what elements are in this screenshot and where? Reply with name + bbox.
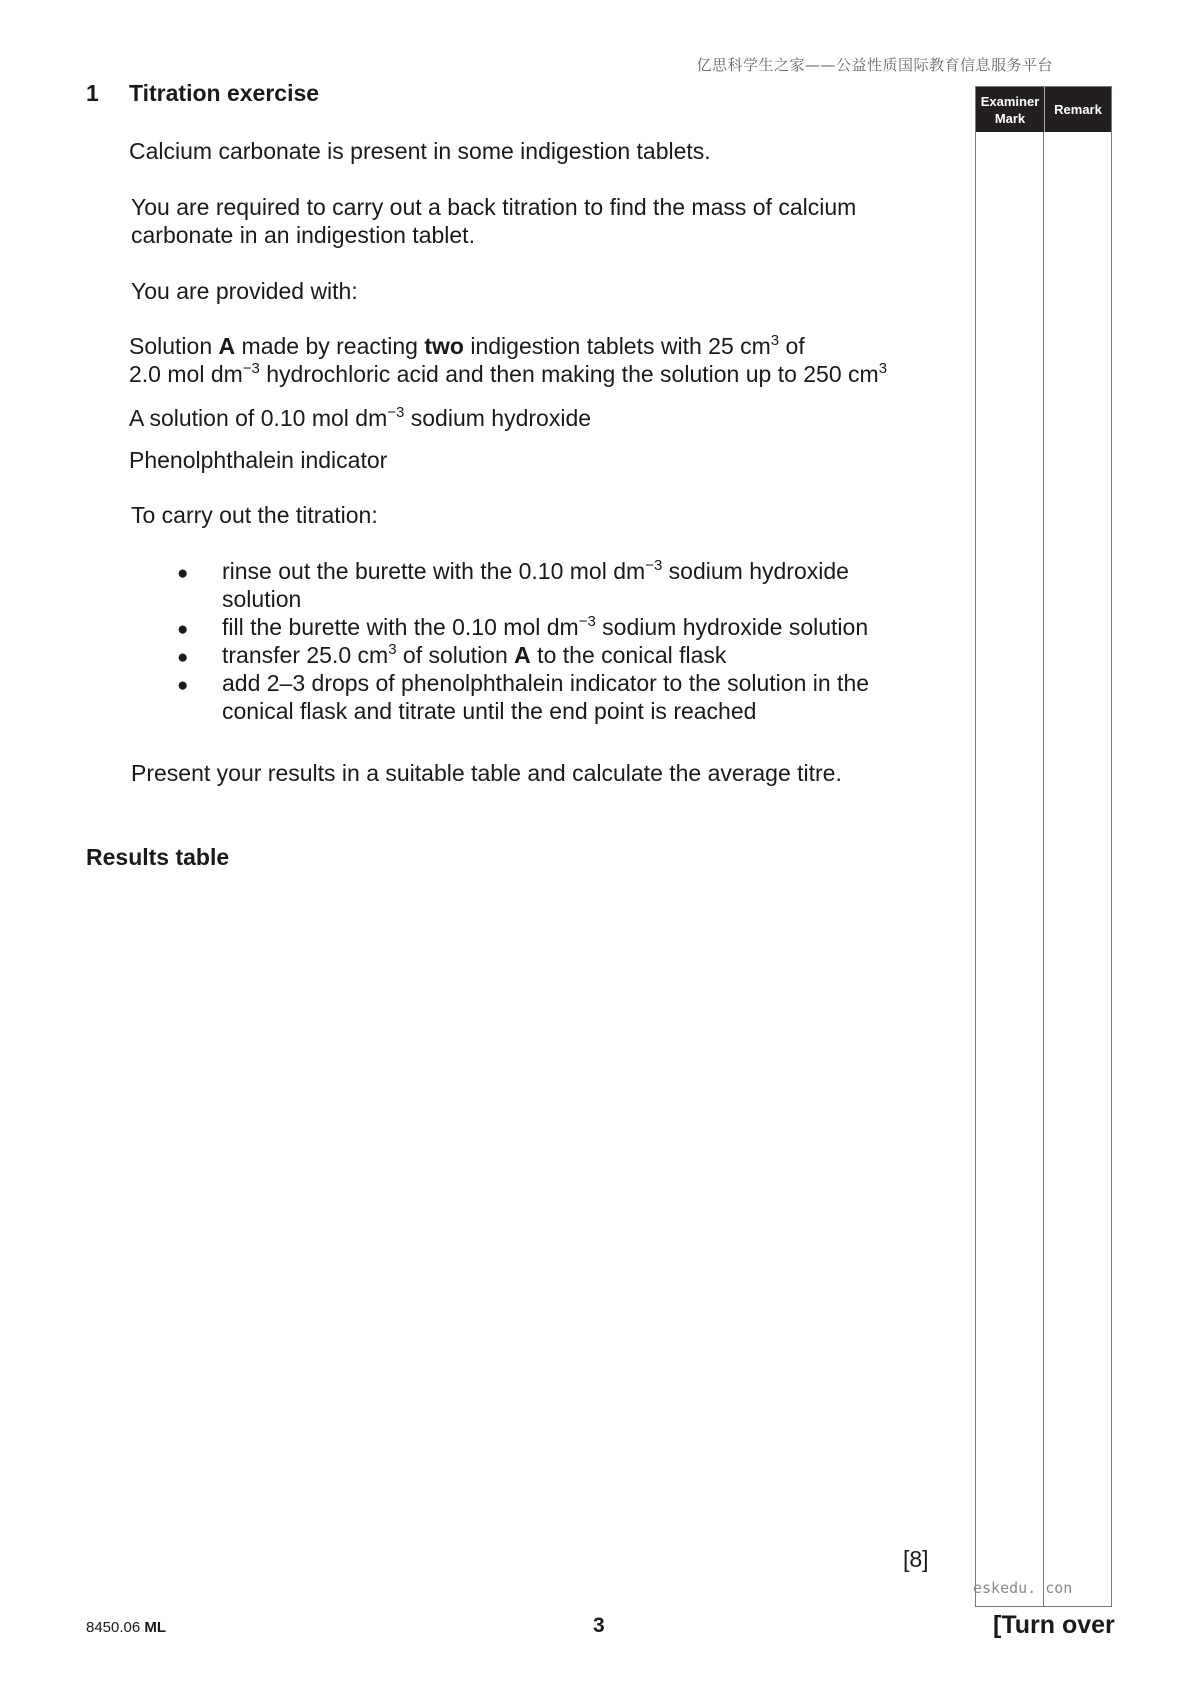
required-text: You are required to carry out a back titration to find the mass of calcium carbonate in an indigestion tablet. <box>131 194 857 248</box>
bullet-icon: ● <box>177 647 189 668</box>
naoh-solution-text: A solution of 0.10 mol $dm^{-3}$ sodium hydroxide <box>129 404 592 431</box>
results-table-heading: Results table <box>86 844 230 870</box>
examiner-column-divider <box>1043 132 1044 1606</box>
bullet-icon: ● <box>177 563 189 584</box>
page-number: 3 <box>593 1614 605 1637</box>
watermark: 亿思科学生之家——公益性质国际教育信息服务平台 <box>696 56 1053 74</box>
intro-text: Calcium carbonate is present in some indigestion tablets. <box>129 138 711 164</box>
bullet-icon: ● <box>177 675 189 696</box>
question-number: 1 <box>86 80 99 106</box>
bullet-icon: ● <box>177 619 189 640</box>
bullet-item-rinse: rinse out the burette with the 0.10 mol $dm^{-3}$ sodium hydroxide solution <box>222 557 849 612</box>
solution-a-text: Solution A made by reacting two indigestion tablets with 25 $cm^3$ of 2.0 mol $dm^{-3}$ hydrochloric acid and then making the solution up to 250 $cm^3$ <box>129 332 888 387</box>
examiner-mark-header: Examiner Mark <box>976 87 1045 132</box>
bullet-item-fill: fill the burette with the 0.10 mol $dm^{-3}$ sodium hydroxide solution <box>222 613 869 640</box>
carry-out-heading: To carry out the titration: <box>131 502 378 528</box>
examiner-header <box>976 87 1111 132</box>
question-title: Titration exercise <box>129 80 320 106</box>
examiner-margin <box>975 86 1112 1607</box>
site-watermark: eskedu. con <box>973 1579 1073 1597</box>
paper-code: 8450.06 ML <box>86 1619 167 1636</box>
marks-label: [8] <box>903 1546 929 1572</box>
provided-heading: You are provided with: <box>131 278 358 304</box>
indicator-text: Phenolphthalein indicator <box>129 447 388 473</box>
turn-over-label: [Turn over <box>993 1611 1115 1639</box>
bullet-item-add-indicator: add 2–3 drops of phenolphthalein indicator to the solution in the conical flask and titrate until the end point is reached <box>222 670 870 724</box>
present-results-text: Present your results in a suitable table and calculate the average titre. <box>131 760 842 786</box>
examiner-remark-header: Remark <box>1054 102 1102 117</box>
bullet-item-transfer: transfer 25.0 $cm^3$ of solution A to the conical flask <box>222 641 727 668</box>
